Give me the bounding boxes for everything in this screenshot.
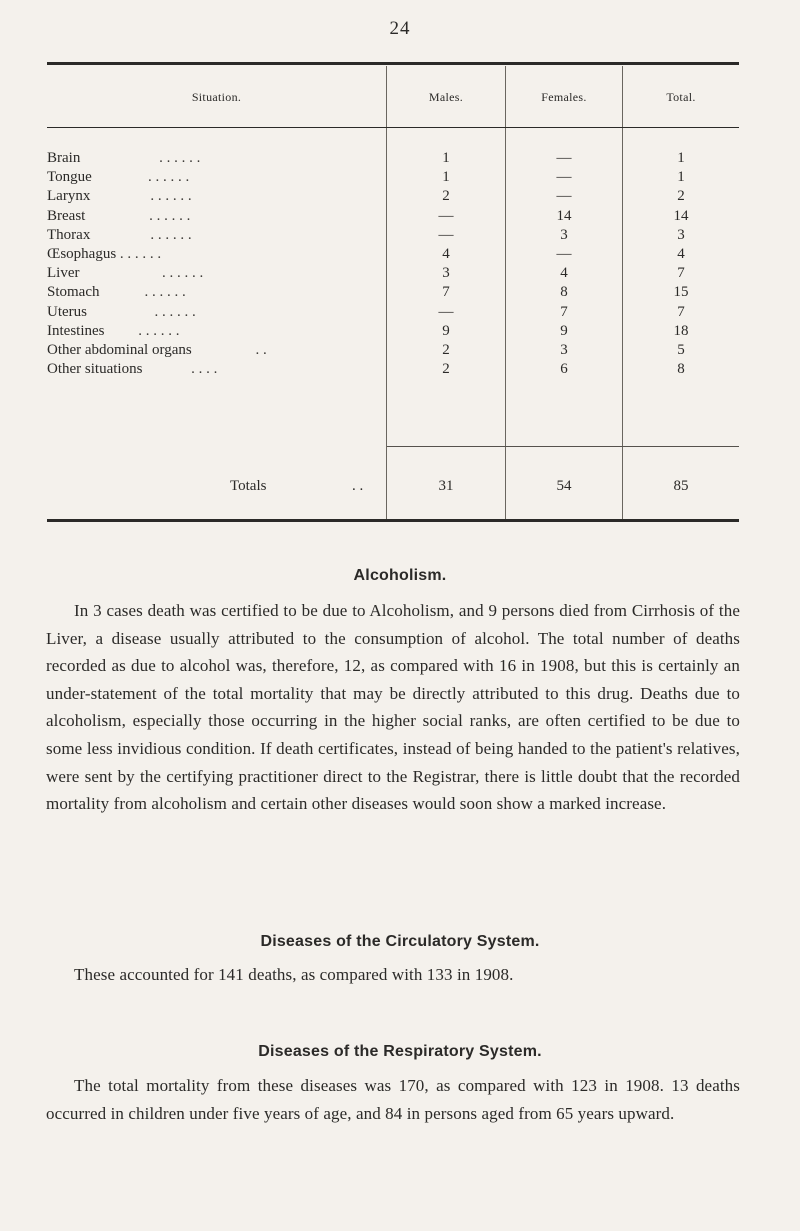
cell-females: — bbox=[556, 245, 572, 262]
cell-males: 4 bbox=[442, 245, 450, 262]
cell-males: — bbox=[438, 303, 454, 320]
row-label: Œsophagus . . . . . . bbox=[47, 245, 162, 262]
cell-males: 2 bbox=[442, 361, 450, 378]
respiratory-heading: Diseases of the Respiratory System. bbox=[258, 1043, 542, 1060]
table-row bbox=[47, 168, 739, 187]
cell-total: 1 bbox=[677, 150, 685, 166]
cell-total: 7 bbox=[677, 303, 685, 320]
table-row bbox=[47, 283, 739, 302]
row-label: Larynx . . . . . . bbox=[47, 188, 192, 205]
table-row bbox=[47, 187, 739, 206]
cell-males: — bbox=[438, 207, 454, 224]
table-row bbox=[47, 322, 739, 341]
cell-total: 1 bbox=[677, 169, 685, 186]
cell-females: 9 bbox=[560, 322, 568, 339]
cell-females: 8 bbox=[560, 284, 568, 301]
table-row bbox=[47, 303, 739, 322]
table-row bbox=[47, 207, 739, 226]
cell-males: 1 bbox=[442, 150, 450, 166]
cell-total: 18 bbox=[673, 322, 689, 339]
table-row bbox=[47, 149, 739, 168]
totals-leader-dots: . . bbox=[352, 478, 364, 494]
totals-total: 85 bbox=[673, 478, 689, 494]
cell-total: 5 bbox=[677, 341, 685, 358]
alcoholism-heading: Alcoholism. bbox=[353, 567, 447, 584]
row-label: Other situations . . . . bbox=[47, 361, 218, 378]
table-row bbox=[47, 360, 739, 379]
cell-females: — bbox=[556, 188, 572, 205]
header-situation: Situation. bbox=[191, 90, 242, 104]
table-row bbox=[47, 245, 739, 264]
cell-females: 4 bbox=[560, 265, 568, 282]
cell-females: 7 bbox=[560, 303, 568, 320]
table-bottom-rule bbox=[47, 519, 739, 522]
cell-total: 2 bbox=[677, 188, 685, 205]
circulatory-paragraph: These accounted for 141 deaths, as compared with 133 in 1908. bbox=[74, 965, 514, 984]
totals-rule bbox=[387, 446, 739, 447]
mortality-by-situation-table bbox=[47, 62, 739, 522]
cell-males: 7 bbox=[442, 284, 450, 301]
cell-females: 6 bbox=[560, 361, 568, 378]
page-number: 24 bbox=[389, 18, 411, 39]
totals-females: 54 bbox=[556, 478, 572, 494]
circulatory-heading: Diseases of the Circulatory System. bbox=[260, 933, 540, 950]
cell-total: 8 bbox=[677, 361, 685, 378]
row-label: Liver . . . . . . bbox=[47, 265, 204, 282]
row-label: Uterus . . . . . . bbox=[47, 303, 196, 320]
totals-males: 31 bbox=[438, 478, 454, 494]
cell-total: 14 bbox=[673, 207, 689, 224]
cell-males: 2 bbox=[442, 188, 450, 205]
cell-females: 3 bbox=[560, 341, 568, 358]
alcoholism-paragraph: In 3 cases death was certified to be due to Alcoholism, and 9 persons died from Cirrhosis of the Liver, a disease usually attributed to the consumption of alcohol. The total number of deaths recorded as due to alcohol was, therefore, 12, as compared with 16 in 1908, but this is certainly an under-statement of the total mortality that may be directly attributed to this drug. Deaths due to alcoholism, especially those occurring in the higher social ranks, are often certified to be due to some less invidious condition. If death certificates, instead of being handed to the patient's relatives, were sent by the certifying practitioner direct to the Registrar, there is little doubt that the recorded mortality from alcoholism and certain other diseases would soon show a marked increase. bbox=[46, 601, 740, 814]
table-row bbox=[47, 341, 739, 360]
cell-females: — bbox=[556, 169, 572, 186]
cell-females: — bbox=[556, 150, 572, 166]
table-row bbox=[47, 226, 739, 245]
cell-males: 2 bbox=[442, 341, 450, 358]
totals-label: Totals bbox=[230, 478, 267, 494]
cell-males: 3 bbox=[442, 265, 450, 282]
cell-total: 15 bbox=[673, 284, 689, 301]
header-rule bbox=[47, 127, 739, 128]
row-label: Stomach . . . . . . bbox=[47, 284, 186, 301]
cell-total: 3 bbox=[677, 226, 685, 243]
cell-males: 9 bbox=[442, 322, 450, 339]
row-label: Tongue . . . . . . bbox=[47, 169, 190, 186]
header-males: Males. bbox=[428, 90, 464, 104]
table-top-rule bbox=[47, 62, 739, 65]
row-label: Other abdominal organs . . bbox=[47, 341, 267, 358]
cell-males: — bbox=[438, 226, 454, 243]
cell-females: 3 bbox=[560, 226, 568, 243]
cell-total: 4 bbox=[677, 245, 685, 262]
row-label: Brain . . . . . . bbox=[47, 150, 201, 166]
cell-total: 7 bbox=[677, 265, 685, 282]
cell-females: 14 bbox=[556, 207, 572, 224]
header-females: Females. bbox=[541, 90, 587, 104]
respiratory-paragraph: The total mortality from these diseases was 170, as compared with 123 in 1908. 13 deaths occurred in children under five years of age, and 84 in persons aged from 65 years upward. bbox=[46, 1076, 740, 1123]
row-label: Intestines . . . . . . bbox=[47, 322, 180, 339]
table-body bbox=[47, 149, 739, 379]
table-row bbox=[47, 264, 739, 283]
cell-males: 1 bbox=[442, 169, 450, 186]
row-label: Breast . . . . . . bbox=[47, 207, 191, 224]
header-total: Total. bbox=[666, 90, 696, 104]
row-label: Thorax . . . . . . bbox=[47, 226, 192, 243]
